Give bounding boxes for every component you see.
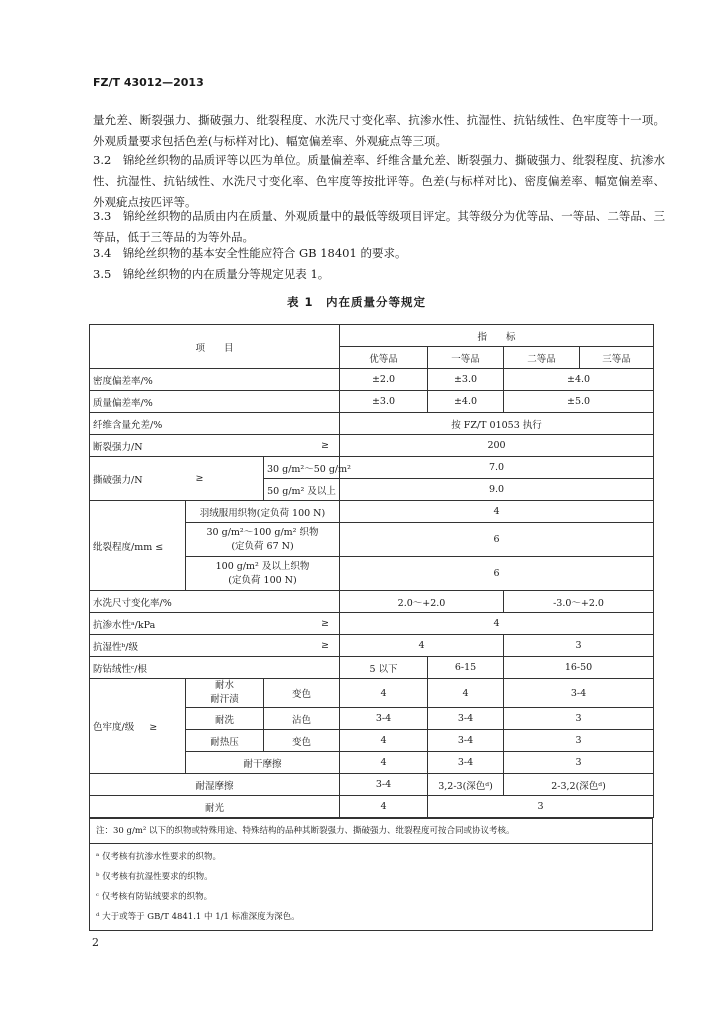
sub-label: 变色	[264, 730, 340, 752]
cell-value: 3-4	[340, 774, 428, 796]
table-row	[90, 413, 654, 435]
cell-value: ±3.0	[340, 391, 428, 413]
cell-value: 4	[340, 796, 428, 818]
table-row	[90, 457, 654, 479]
cell-value: 3	[504, 635, 654, 657]
grade-first: 一等品	[428, 347, 504, 369]
standard-number: FZ/T 43012—2013	[93, 76, 204, 89]
sub-label: 耐热压	[186, 730, 264, 752]
sub-label	[186, 679, 264, 708]
paragraph-3-5: 3.5 锦纶丝织物的内在质量分等规定见表 1。	[93, 267, 330, 281]
table-row	[90, 774, 654, 796]
cell-value: 3	[428, 796, 654, 818]
cell-value: 2-3,2(深色ᵈ)	[504, 774, 654, 796]
cell-value: 3	[504, 752, 654, 774]
cell-value: 9.0	[340, 479, 654, 501]
cell-value: 2.0～+2.0	[340, 591, 504, 613]
row-label: 抗渗水性ᵃ/kPa	[90, 613, 264, 635]
table-row	[90, 591, 654, 613]
sub-label-line: 耐汗渍	[210, 694, 239, 705]
paragraph-3-2: 3.2 锦纶丝织物的品质评等以匹为单位。质量偏差率、纤维含量允差、断裂强力、撕破强力、纰裂程度、抗渗水性、抗湿性、抗钻绒性、水洗尺寸变化率、色牢度等按批评等。色差(与标样对比)、密度偏差率、幅宽偏差率、外观疵点按匹评等。	[93, 153, 665, 209]
cell-value: 3-4	[428, 708, 504, 730]
sub-label-line: 100 g/m² 及以上织物	[215, 560, 310, 572]
cell-value: 6-15	[428, 657, 504, 679]
cell-value: 3-4	[504, 679, 654, 708]
cell-value: -3.0～+2.0	[504, 591, 654, 613]
cell-value: 6	[340, 523, 654, 557]
footnotes-cell	[90, 844, 653, 931]
row-label: 抗湿性ᵇ/级	[90, 635, 264, 657]
sub-label: 耐湿摩擦	[90, 774, 340, 796]
cell-value: 3-4	[428, 730, 504, 752]
cell-value: 4	[428, 679, 504, 708]
row-label: 断裂强力/N	[90, 435, 264, 457]
footnote-a: ᵃ 仅考核有抗渗水性要求的织物。	[96, 852, 221, 862]
table-row	[90, 613, 654, 635]
sub-label: 耐洗	[186, 708, 264, 730]
cell-value: 3	[504, 708, 654, 730]
sub-label	[186, 523, 340, 557]
table-row	[90, 657, 654, 679]
table-row	[90, 501, 654, 523]
row-label	[90, 679, 186, 774]
sub-label: 变色	[264, 679, 340, 708]
operator: ≥	[149, 722, 158, 733]
paragraph-continuation: 量允差、断裂强力、撕破强力、纰裂程度、水洗尺寸变化率、抗渗水性、抗湿性、抗钻绒性、色牢度等十一项。外观质量要求包括色差(与标样对比)、幅宽偏差率、外观疵点等三项。	[93, 113, 665, 148]
cell-value: 4	[340, 752, 428, 774]
table-row	[90, 796, 654, 818]
cell-value: 3,2-3(深色ᵈ)	[428, 774, 504, 796]
row-label: 质量偏差率/%	[90, 391, 340, 413]
sub-label: 30 g/m²～50 g/m²	[264, 457, 340, 479]
table-row	[90, 679, 654, 708]
row-label: 密度偏差率/%	[90, 369, 340, 391]
sub-label-line: (定负荷 100 N)	[228, 574, 297, 586]
operator: ≥	[264, 613, 340, 635]
cell-value: 7.0	[340, 457, 654, 479]
page-number: 2	[92, 936, 99, 949]
operator: ≥	[264, 635, 340, 657]
row-label: 水洗尺寸变化率/%	[90, 591, 340, 613]
cell-value: ±4.0	[428, 391, 504, 413]
cell-value: ±2.0	[340, 369, 428, 391]
cell-value: 3	[504, 730, 654, 752]
quality-grade-table	[89, 324, 654, 818]
grade-third: 三等品	[580, 347, 654, 369]
table-note: 注：30 g/m² 以下的织物或特殊用途、特殊结构的品种其断裂强力、撕破强力、纰裂程度可按合同或协议考核。	[90, 819, 653, 844]
colorfast-label: 色牢度/级	[93, 722, 135, 733]
table-title: 表 1 内在质量分等规定	[286, 295, 426, 309]
row-label: 纤维含量允差/%	[90, 413, 340, 435]
table-notes	[89, 818, 653, 931]
table-row	[90, 635, 654, 657]
sub-label-line: (定负荷 67 N)	[231, 540, 294, 552]
header-item: 项 目	[90, 325, 340, 369]
quality-table-wrapper	[89, 324, 653, 931]
cell-value: 5 以下	[340, 657, 428, 679]
row-label: 撕破强力/N	[90, 457, 186, 501]
table-header-row	[90, 325, 654, 347]
operator: ≥	[264, 435, 340, 457]
sub-label-line: 30 g/m²～100 g/m² 织物	[206, 526, 319, 538]
table-row	[90, 391, 654, 413]
cell-value: ±4.0	[504, 369, 654, 391]
table-row	[90, 369, 654, 391]
sub-label: 沾色	[264, 708, 340, 730]
cell-value: 200	[340, 435, 654, 457]
paragraph-3-4: 3.4 锦纶丝织物的基本安全性能应符合 GB 18401 的要求。	[93, 246, 407, 260]
operator: ≥	[186, 457, 264, 501]
cell-value: 3-4	[428, 752, 504, 774]
sub-label: 羽绒服用织物(定负荷 100 N)	[186, 501, 340, 523]
cell-value: 4	[340, 501, 654, 523]
cell-value: 3-4	[340, 708, 428, 730]
sub-label: 50 g/m² 及以上	[264, 479, 340, 501]
table-row	[90, 435, 654, 457]
sub-label	[186, 557, 340, 591]
sub-label-line: 耐水	[214, 680, 234, 691]
row-label: 防钻绒性ᶜ/根	[90, 657, 340, 679]
grade-superior: 优等品	[340, 347, 428, 369]
cell-value: 按 FZ/T 01053 执行	[340, 413, 654, 435]
footnotes-row	[90, 844, 653, 931]
cell-value: ±3.0	[428, 369, 504, 391]
cell-value: 4	[340, 679, 428, 708]
paragraph-3-3: 3.3 锦纶丝织物的品质由内在质量、外观质量中的最低等级项目评定。其等级分为优等品、一等品、二等品、三等品，低于三等品的为等外品。	[93, 209, 665, 244]
cell-value: 4	[340, 730, 428, 752]
header-index: 指 标	[340, 325, 654, 347]
grade-second: 二等品	[504, 347, 580, 369]
cell-value: 6	[340, 557, 654, 591]
footnote-b: ᵇ 仅考核有抗湿性要求的织物。	[96, 872, 213, 882]
cell-value: 4	[340, 635, 504, 657]
cell-value: ±5.0	[504, 391, 654, 413]
footnote-d: ᵈ 大于或等于 GB/T 4841.1 中 1/1 标准深度为深色。	[96, 912, 300, 922]
footnote-c: ᶜ 仅考核有防钻绒要求的织物。	[96, 892, 213, 902]
cell-value: 4	[340, 613, 654, 635]
note-row	[90, 819, 653, 844]
row-label: 纰裂程度/mm ≤	[90, 501, 186, 591]
sub-label: 耐光	[90, 796, 340, 818]
sub-label: 耐干摩擦	[186, 752, 340, 774]
cell-value: 16-50	[504, 657, 654, 679]
